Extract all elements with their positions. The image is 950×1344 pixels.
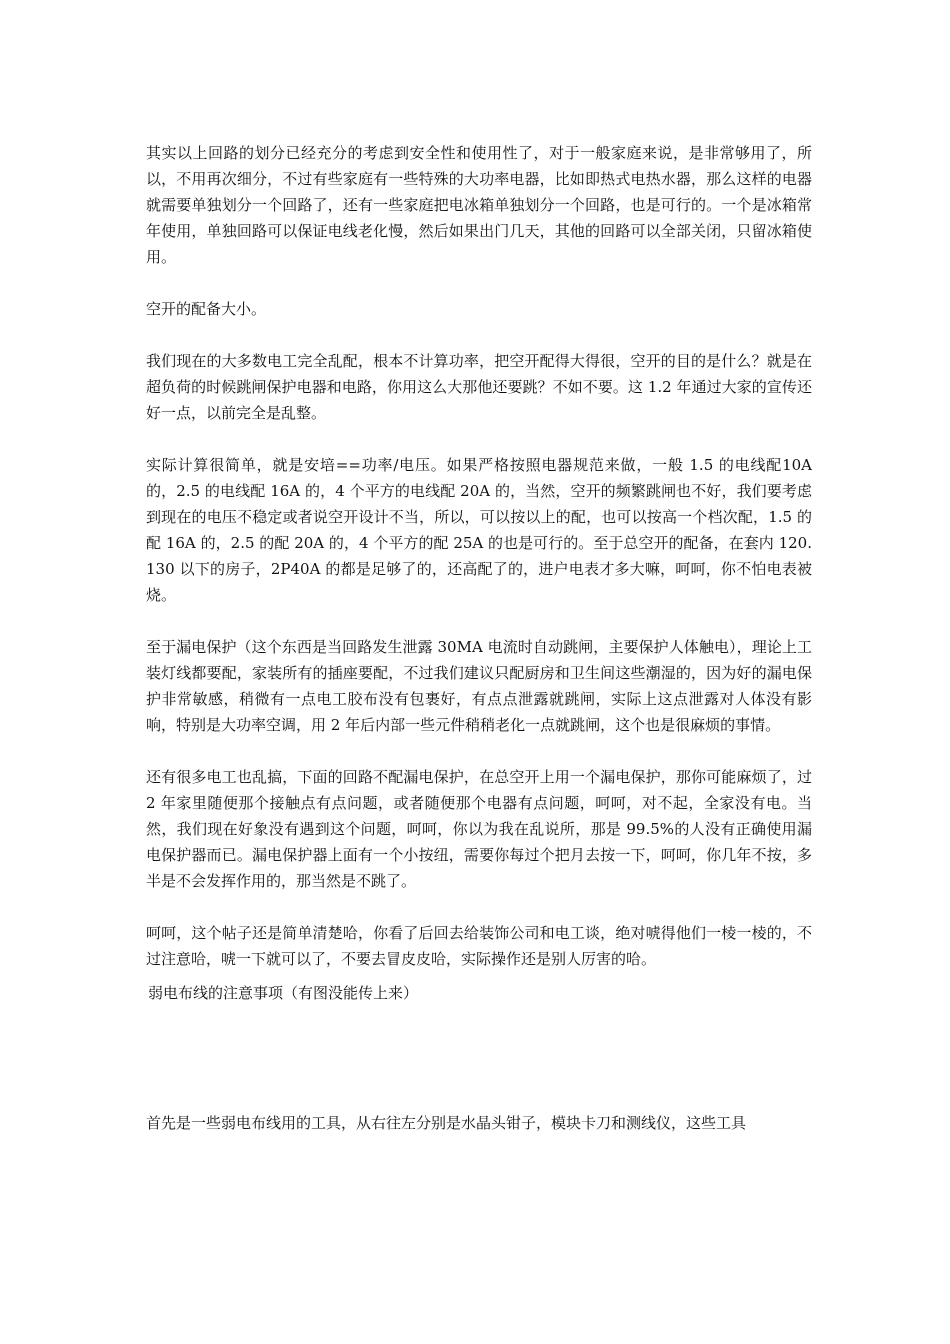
section-heading: 弱电布线的注意事项（有图没能传上来） [148,984,419,1002]
paragraph-breaker-size-title: 空开的配备大小。 [146,300,267,318]
paragraph-electrician-mistakes: 还有很多电工也乱搞，下面的回路不配漏电保护，在总空开上用一个漏电保护，那你可能麻烦了，过 2 年家里随便那个接触点有点问题，或者随便那个电器有点问题，呵呵，对不起，全家没有电。当然，我们现在好象没有遇到这个问题，呵呵，你以为我在乱说所，那是 99.5%的人没有正确使用漏电保护器而已。漏电保护器上面有一个小按纽，需要你每过个把月去按一下，呵呵，你几年不按，多半是不会发挥作用的，那当然是不跳了。 [146,768,812,890]
paragraph-circuit-division: 其实以上回路的划分已经充分的考虑到安全性和使用性了，对于一般家庭来说，是非常够用了，所以，不用再次细分，不过有些家庭有一些特殊的大功率电器，比如即热式电热水器，那么这样的电器就需要单独划分一个回路了，还有一些家庭把电冰箱单独划分一个回路，也是可行的。一个是冰箱常年使用，单独回路可以保证电线老化慢，然后如果出门几天，其他的回路可以全部关闭，只留冰箱使用。 [146,144,812,266]
paragraph-closing-remarks: 呵呵，这个帖子还是简单清楚哈，你看了后回去给装饰公司和电工谈，绝对唬得他们一棱一棱的，不过注意哈，唬一下就可以了，不要去冒皮皮哈，实际操作还是别人厉害的哈。 [146,924,812,968]
paragraph-calculation: 实际计算很简单，就是安培==功率/电压。如果严格按照电器规范来做，一般 1.5 的电线配10A 的，2.5 的电线配 16A 的，4 个平方的电线配 20A 的，当然，空开的频繁跳闸也不好，我们要考虑到现在的电压不稳定或者说空开设计不当，所以，可以按以上的配，也可以按高一个档次配，1.5 的配 16A 的，2.5 的配 20A 的，4 个平方的配 25A 的也是可行的。至于总空开的配备，在套内 120.130 以下的房子，2P40A 的都是足够了的，还高配了的，进户电表才多大嘛，呵呵，你不怕电表被烧。 [146,456,812,604]
missing-image-space [146,1006,812,1110]
paragraph-leakage-protection: 至于漏电保护（这个东西是当回路发生泄露 30MA 电流时自动跳闸，主要保护人体触电），理论上工装灯线都要配，家装所有的插座要配，不过我们建议只配厨房和卫生间这些潮湿的，因为好的漏电保护非常敏感，稍微有一点电工胶布没有包裹好，有点点泄露就跳闸，实际上这点泄露对人体没有影响，特别是大功率空调，用 2 年后内部一些元件稍稍老化一点就跳闸，这个也是很麻烦的事情。 [146,638,812,734]
paragraph-tools-intro: 首先是一些弱电布线用的工具，从右往左分别是水晶头钳子，模块卡刀和测线仪，这些工具 [146,1114,747,1132]
paragraph-breaker-misuse: 我们现在的大多数电工完全乱配，根本不计算功率，把空开配得大得很，空开的目的是什么？就是在超负荷的时候跳闸保护电器和电路，你用这么大那他还要跳？不如不要。这 1.2 年通过大家的宣传还好一点，以前完全是乱整。 [146,352,812,422]
document-body [146,140,812,1136]
